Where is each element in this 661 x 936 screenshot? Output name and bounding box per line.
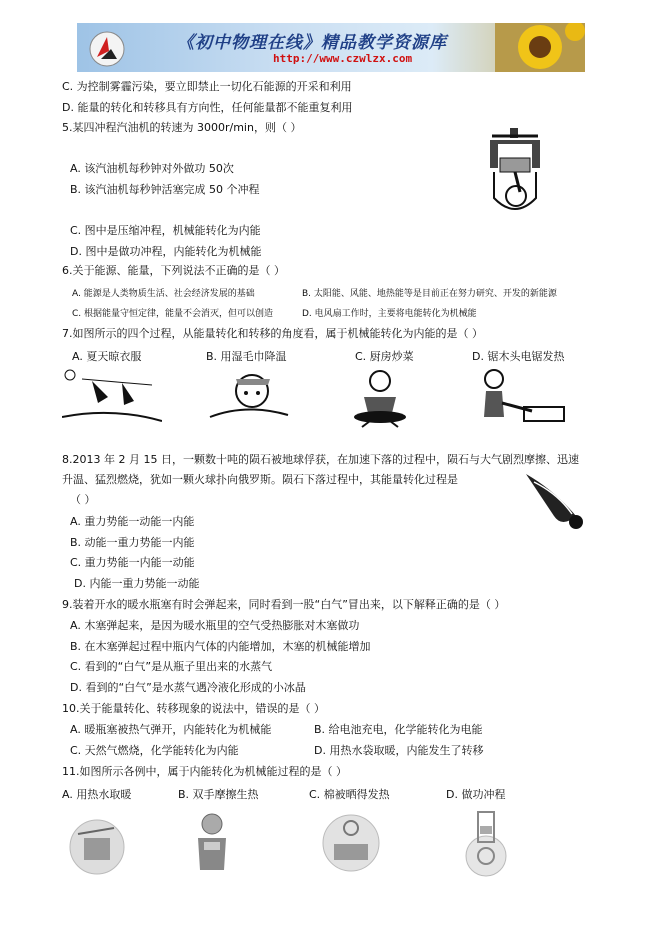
q11-stem: 11.如图所示各例中，属于内能转化为机械能过程的是（ ） xyxy=(62,765,347,778)
q8-option-b: B. 动能一重力势能一内能 xyxy=(70,536,195,549)
q9-option-a: A. 木塞弹起来，是因为暖水瓶里的空气受热膨胀对木塞做功 xyxy=(70,619,360,632)
q9-option-c: C. 看到的“白气”是从瓶子里出来的水蒸气 xyxy=(70,660,273,673)
saw-figure xyxy=(472,367,568,433)
q6-option-c: C. 根据能量守恒定律，能量不会消灭，但可以创造 xyxy=(72,309,274,319)
q4-option-c: C. 为控制雾霾污染，要立即禁止一切化石能源的开采和利用 xyxy=(62,80,352,93)
q9-option-d: D. 看到的“白气”是水蒸气遇冷液化形成的小冰晶 xyxy=(70,681,306,694)
power-stroke-figure xyxy=(460,810,512,880)
q10-option-d: D. 用热水袋取暖，内能发生了转移 xyxy=(314,744,484,757)
q5-option-b: B. 该汽油机每秒钟活塞完成 50 个冲程 xyxy=(70,183,260,196)
q8-option-d: D. 内能一重力势能一动能 xyxy=(74,577,200,590)
meteor-figure xyxy=(524,470,590,536)
q8-option-c: C. 重力势能一内能一动能 xyxy=(70,556,195,569)
q7-option-c: C. 厨房炒菜 xyxy=(355,350,414,363)
q4-option-d: D. 能量的转化和转移具有方向性，任何能量都不能重复利用 xyxy=(62,101,353,114)
q5-stem: 5.某四冲程汽油机的转速为 3000r/min，则（ ） xyxy=(62,121,302,134)
q6-option-b: B. 太阳能、风能、地热能等是目前正在努力研究、开发的新能源 xyxy=(302,289,557,299)
sunflower-icon xyxy=(495,23,585,72)
q7-option-b: B. 用湿毛巾降温 xyxy=(206,350,287,363)
drying-clothes-figure xyxy=(62,367,162,425)
q11-option-a: A. 用热水取暖 xyxy=(62,788,132,801)
logo-icon xyxy=(87,29,127,69)
q9-option-b: B. 在木塞弹起过程中瓶内气体的内能增加，木塞的机械能增加 xyxy=(70,640,371,653)
sunbathed-quilt-figure xyxy=(318,810,384,876)
wet-towel-figure xyxy=(200,367,292,427)
q10-option-b: B. 给电池充电，化学能转化为电能 xyxy=(314,723,483,736)
banner-title: 《初中物理在线》精品教学资源库 xyxy=(177,33,447,53)
q8-stem-line3: （ ） xyxy=(70,493,96,506)
q5-option-c: C. 图中是压缩冲程，机械能转化为内能 xyxy=(70,224,261,237)
q7-option-d: D. 锯木头电锯发热 xyxy=(472,350,565,363)
q11-option-c: C. 棉被晒得发热 xyxy=(309,788,390,801)
rubbing-hands-figure xyxy=(186,810,238,878)
q8-stem-line1: 8.2013 年 2 月 15 日，一颗数十吨的陨石被地球俘获，在加速下落的过程中，陨石与大气剧烈摩擦、迅速 xyxy=(62,453,579,466)
q9-stem: 9.装着开水的暖水瓶塞有时会弹起来，同时看到一股“白气”冒出来，以下解释正确的是（ ） xyxy=(62,598,506,611)
q10-option-a: A. 暖瓶塞被热气弹开，内能转化为机械能 xyxy=(70,723,272,736)
banner-url[interactable]: http://www.czwlzx.com xyxy=(273,52,413,65)
header-banner xyxy=(77,23,585,72)
q8-option-a: A. 重力势能一动能一内能 xyxy=(70,515,195,528)
q6-option-d: D. 电风扇工作时，主要将电能转化为机械能 xyxy=(302,309,477,319)
q7-stem: 7.如图所示的四个过程，从能量转化和转移的角度看，属于机械能转化为内能的是（ ） xyxy=(62,327,483,340)
q11-option-d: D. 做功冲程 xyxy=(446,788,506,801)
q11-option-b: B. 双手摩擦生热 xyxy=(178,788,259,801)
q5-option-a: A. 该汽油机每秒钟对外做功 50次 xyxy=(70,162,234,175)
q6-stem: 6.关于能源、能量，下列说法不正确的是（ ） xyxy=(62,264,285,277)
q8-stem-line2: 升温、猛烈燃烧，犹如一颗火球扑向俄罗斯。陨石下落过程中，其能量转化过程是 xyxy=(62,473,458,486)
q5-option-d: D. 图中是做功冲程，内能转化为机械能 xyxy=(70,245,262,258)
q10-option-c: C. 天然气燃烧，化学能转化为内能 xyxy=(70,744,239,757)
q7-option-a: A. 夏天晾衣服 xyxy=(72,350,142,363)
hot-water-figure xyxy=(64,814,130,876)
q10-stem: 10.关于能量转化、转移现象的说法中，错误的是（ ） xyxy=(62,702,325,715)
q6-option-a: A. 能源是人类物质生活、社会经济发展的基础 xyxy=(72,289,255,299)
engine-cylinder-figure xyxy=(480,128,550,216)
cooking-figure xyxy=(340,367,420,433)
